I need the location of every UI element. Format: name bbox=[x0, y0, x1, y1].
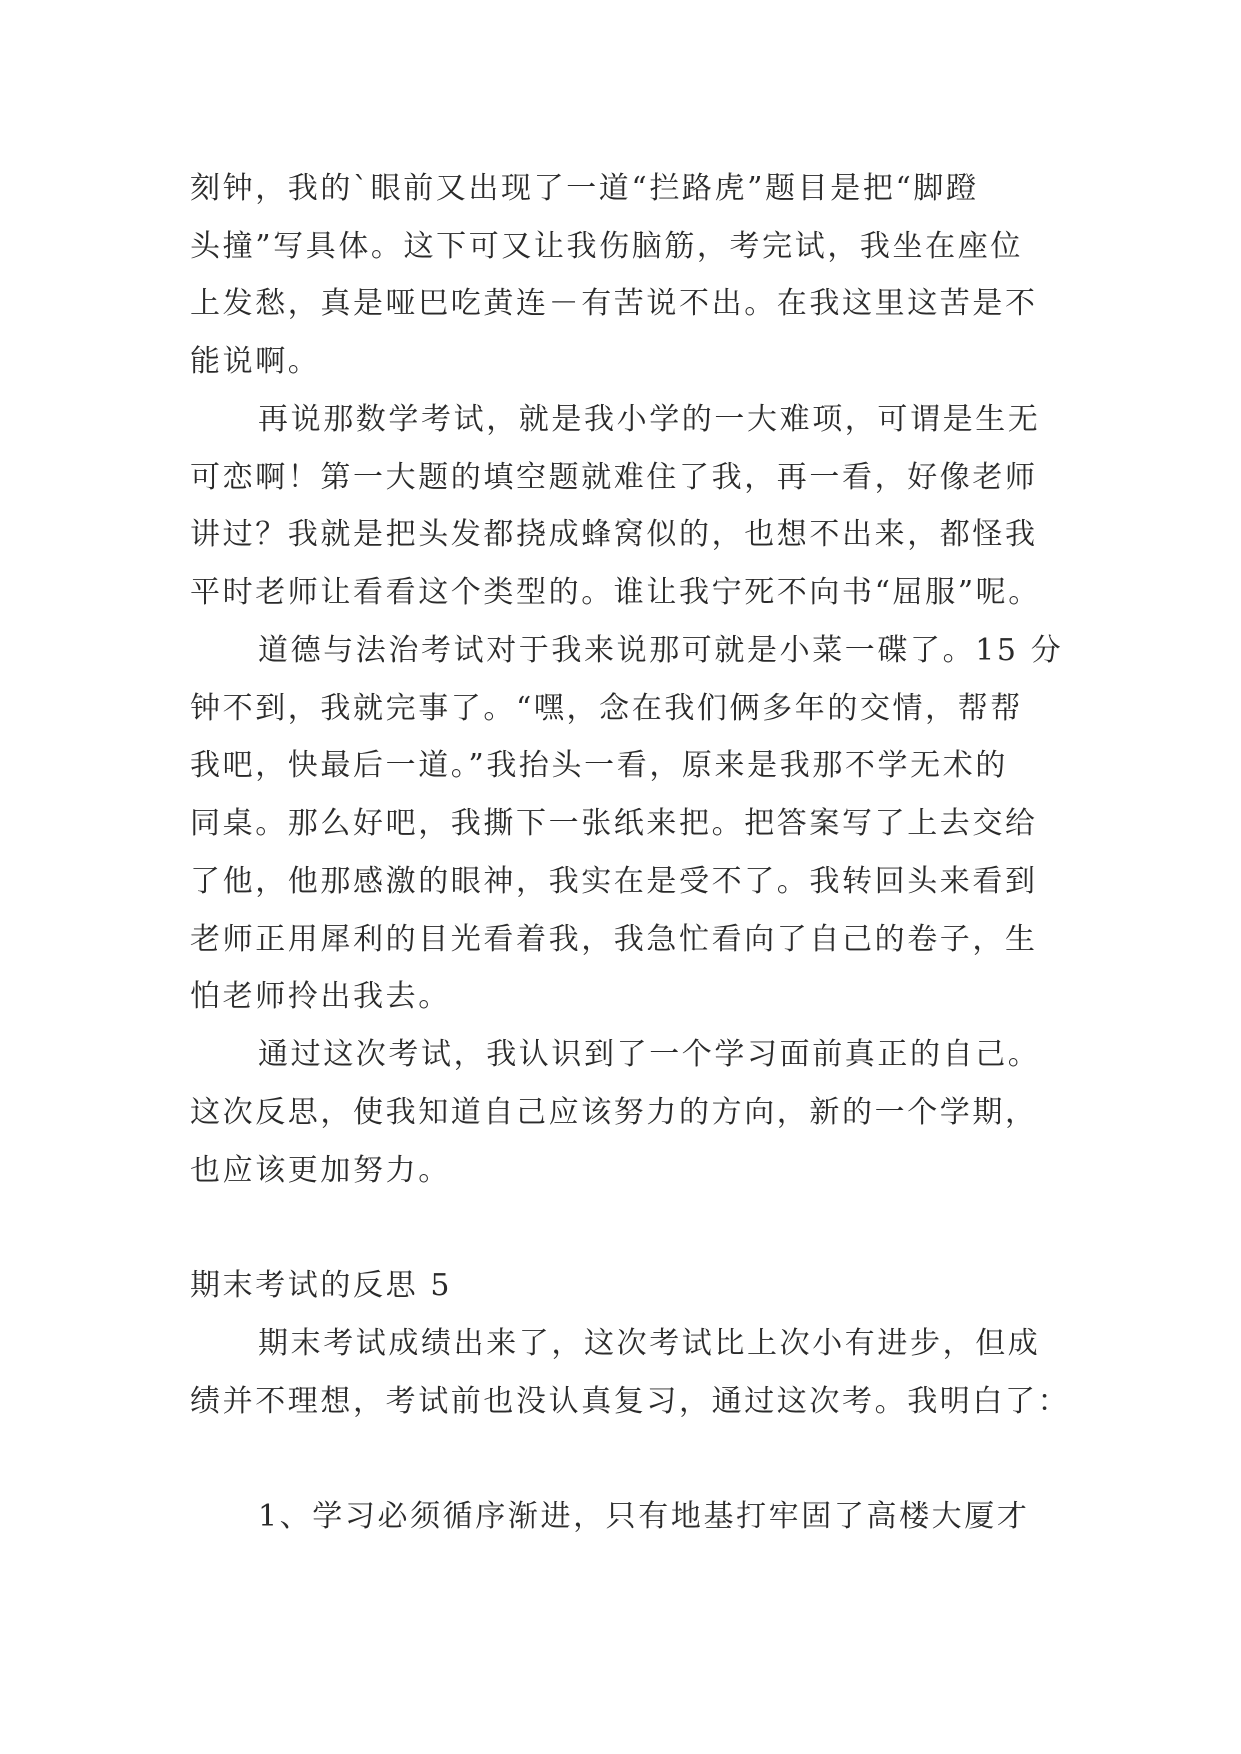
paragraph-line: 了他，他那感激的眼神，我实在是受不了。我转回头来看到 bbox=[190, 864, 1038, 899]
paragraph-line: 老师正用犀利的目光看着我，我急忙看向了自己的卷子，生 bbox=[190, 922, 1038, 957]
list-item: 1、学习必须循序渐进，只有地基打牢固了高楼大厦才 bbox=[258, 1499, 1030, 1534]
paragraph-line: 期末考试成绩出来了，这次考试比上次小有进步，但成 bbox=[258, 1326, 1041, 1361]
paragraph-line: 这次反思，使我知道自己应该努力的方向，新的一个学期， bbox=[190, 1095, 1038, 1130]
paragraph-line: 能说啊。 bbox=[190, 344, 321, 379]
paragraph-line: 道德与法治考试对于我来说那可就是小菜一碟了。15 分 bbox=[258, 633, 1064, 668]
paragraph-line: 刻钟，我的`眼前又出现了一道“拦路虎”题目是把“脚蹬 bbox=[190, 171, 979, 206]
section-title: 期末考试的反思 5 bbox=[190, 1268, 453, 1303]
paragraph-line: 通过这次考试，我认识到了一个学习面前真正的自己。 bbox=[258, 1037, 1041, 1072]
paragraph-line: 我吧，快最后一道。”我抬头一看，原来是我那不学无术的 bbox=[190, 748, 1008, 783]
paragraph-line: 绩并不理想，考试前也没认真复习，通过这次考。我明白了： bbox=[190, 1384, 1071, 1419]
paragraph-line: 也应该更加努力。 bbox=[190, 1153, 451, 1188]
paragraph-line: 再说那数学考试，就是我小学的一大难项，可谓是生无 bbox=[258, 402, 1041, 437]
paragraph-line: 讲过？我就是把头发都挠成蜂窝似的，也想不出来，都怪我 bbox=[190, 517, 1038, 552]
paragraph-line: 钟不到，我就完事了。“嘿，念在我们俩多年的交情，帮帮 bbox=[190, 691, 1023, 726]
paragraph-line: 同桌。那么好吧，我撕下一张纸来把。把答案写了上去交给 bbox=[190, 806, 1038, 841]
paragraph-line: 平时老师让看看这个类型的。谁让我宁死不向书“屈服”呢。 bbox=[190, 575, 1041, 610]
paragraph-line: 可恋啊！第一大题的填空题就难住了我，再一看，好像老师 bbox=[190, 460, 1038, 495]
paragraph-line: 怕老师拎出我去。 bbox=[190, 979, 451, 1014]
paragraph-line: 头撞”写具体。这下可又让我伤脑筋，考完试，我坐在座位 bbox=[190, 229, 1023, 264]
paragraph-line: 上发愁，真是哑巴吃黄连－有苦说不出。在我这里这苦是不 bbox=[190, 286, 1038, 321]
